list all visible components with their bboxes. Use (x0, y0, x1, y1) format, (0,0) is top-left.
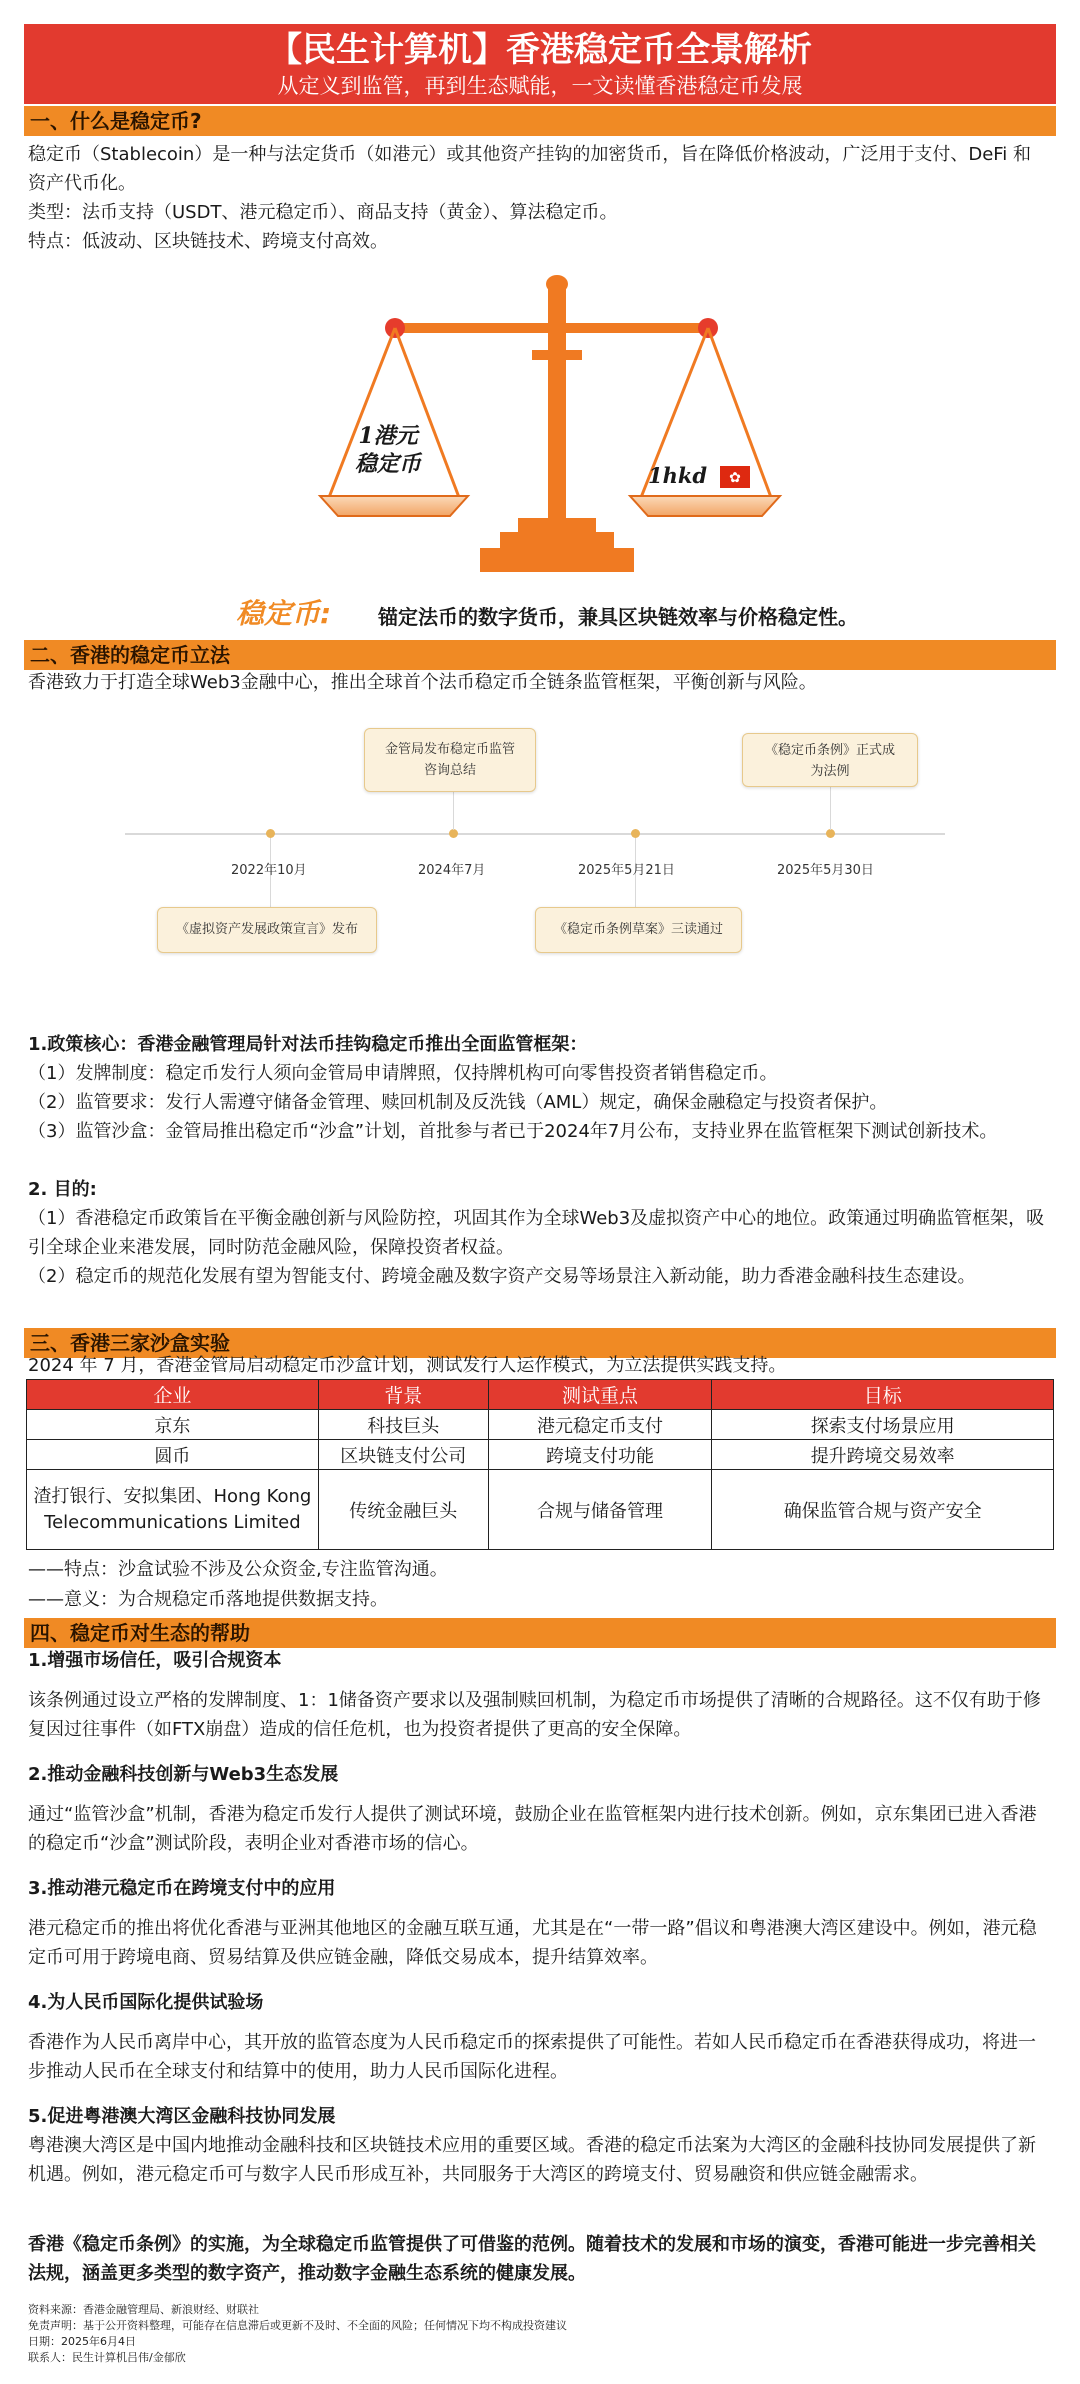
s3-intro: 2024 年 7 月，香港金管局启动稳定币沙盒计划，测试发行人运作模式，为立法提供实践支持。 (28, 1355, 787, 1376)
table-cell: 提升跨境交易效率 (712, 1440, 1054, 1470)
s1-features: 特点：低波动、区块链技术、跨境支付高效。 (28, 231, 388, 252)
table-header-cell: 目标 (712, 1380, 1054, 1410)
timeline-date: 2022年10月 (231, 863, 307, 878)
timeline-event: 金管局发布稳定币监管咨询总结 (364, 728, 536, 792)
ecosystem-item-text: 通过“监管沙盒”机制，香港为稳定币发行人提供了测试环境，鼓励企业在监管框架内进行技术创新。例如，京东集团已进入香港的稳定币“沙盒”测试阶段，表明企业对香港市场的信心。 (28, 1804, 1037, 1854)
scale-right-label: 1hkd (648, 463, 708, 488)
policy-core-title: 1.政策核心：香港金融管理局针对法币挂钩稳定币推出全面监管框架： (28, 1034, 588, 1055)
table-cell: 合规与储备管理 (488, 1470, 712, 1550)
sandbox-table (26, 1379, 1054, 1550)
policy-goal-title: 2. 目的: (28, 1179, 97, 1200)
s1-para: 稳定币（Stablecoin）是一种与法定货币（如港元）或其他资产挂钩的加密货币，旨在降低价格波动，广泛用于支付、DeFi 和资产代币化。 (28, 144, 1032, 194)
section-4-heading: 四、稳定币对生态的帮助 (24, 1618, 1056, 1648)
timeline-date: 2024年7月 (418, 863, 486, 878)
ecosystem-item-title: 3.推动港元稳定币在跨境支付中的应用 (28, 1878, 336, 1899)
table-cell: 确保监管合规与资产安全 (712, 1470, 1054, 1550)
ecosystem-item-text: 香港作为人民币离岸中心，其开放的监管态度为人民币稳定币的探索提供了可能性。若如人民币稳定币在香港获得成功，将进一步推动人民币在全球支付和结算中的使用，助力人民币国际化进程。 (28, 2032, 1036, 2082)
timeline-dot (449, 829, 458, 838)
sandbox-note: ——意义：为合规稳定币落地提供数据支持。 (28, 1589, 388, 1610)
footer-contact: 联系人：民生计算机吕伟/金郁欣 (28, 2351, 186, 2364)
timeline-dot (631, 829, 640, 838)
table-header-cell: 背景 (318, 1380, 488, 1410)
footer-disclaimer: 免责声明：基于公开资料整理，可能存在信息滞后或更新不及时、不全面的风险；任何情况下均不构成投资建议 (28, 2319, 567, 2332)
conclusion: 香港《稳定币条例》的实施，为全球稳定币监管提供了可借鉴的范例。随着技术的发展和市场的演变，香港可能进一步完善相关法规，涵盖更多类型的数字资产，推动数字金融生态系统的健康发展。 (28, 2234, 1036, 2284)
policy-goal-item: （1）香港稳定币政策旨在平衡金融创新与风险防控，巩固其作为全球Web3及虚拟资产中心的地位。政策通过明确监管框架，吸引全球企业来港发展，同时防范金融风险，保障投资者权益。 (28, 1208, 1045, 1258)
table-row (27, 1410, 1054, 1440)
policy-goal-item: （2）稳定币的规范化发展有望为智能支付、跨境金融及数字资产交易等场景注入新动能，助力香港金融科技生态建设。 (28, 1266, 976, 1287)
table-cell: 跨境支付功能 (488, 1440, 712, 1470)
ecosystem-item-text: 粤港澳大湾区是中国内地推动金融科技和区块链技术应用的重要区域。香港的稳定币法案为大湾区的金融科技协同发展提供了新机遇。例如，港元稳定币可与数字人民币形成互补，共同服务于大湾区的跨境支付、贸易融资和供应链金融需求。 (28, 2135, 1036, 2185)
ecosystem-item-title: 5.促进粤港澳大湾区金融科技协同发展 (28, 2106, 336, 2127)
timeline-date: 2025年5月30日 (777, 863, 874, 878)
table-cell: 探索支付场景应用 (712, 1410, 1054, 1440)
section-3-heading: 三、香港三家沙盒实验 (24, 1328, 1056, 1358)
table-cell: 科技巨头 (318, 1410, 488, 1440)
ecosystem-item-text: 该条例通过设立严格的发牌制度、1：1储备资产要求以及强制赎回机制，为稳定币市场提供了清晰的合规路径。这不仅有助于修复因过往事件（如FTX崩盘）造成的信任危机，也为投资者提供了更高的安全保障。 (28, 1690, 1041, 1740)
sandbox-note: ——特点：沙盒试验不涉及公众资金,专注监管沟通。 (28, 1559, 448, 1580)
table-cell: 传统金融巨头 (318, 1470, 488, 1550)
policy-core-item: （2）监管要求：发行人需遵守储备金管理、赎回机制及反洗钱（AML）规定，确保金融稳定与投资者保护。 (28, 1092, 888, 1113)
section-1-heading: 一、什么是稳定币? (24, 106, 1056, 136)
timeline-date: 2025年5月21日 (578, 863, 675, 878)
table-cell: 区块链支付公司 (318, 1440, 488, 1470)
page-subtitle: 从定义到监管，再到生态赋能，一文读懂香港稳定币发展 (277, 74, 803, 98)
table-row (27, 1440, 1054, 1470)
timeline-dot (826, 829, 835, 838)
ecosystem-item-text: 港元稳定币的推出将优化香港与亚洲其他地区的金融互联互通，尤其是在“一带一路”倡议和粤港澳大湾区建设中。例如，港元稳定币可用于跨境电商、贸易结算及供应链金融，降低交易成本，提升结算效率。 (28, 1918, 1037, 1968)
table-row (27, 1470, 1054, 1550)
svg-text:✿: ✿ (729, 470, 741, 486)
timeline-event: 《稳定币条例草案》三读通过 (535, 907, 742, 953)
table-header-cell: 测试重点 (488, 1380, 712, 1410)
footer-source: 资料来源：香港金融管理局、新浪财经、财联社 (28, 2303, 259, 2316)
table-header-row (27, 1380, 1054, 1410)
ecosystem-item-title: 1.增强市场信任，吸引合规资本 (28, 1650, 282, 1671)
footer-date: 日期：2025年6月4日 (28, 2335, 136, 2348)
policy-core-item: （1）发牌制度：稳定币发行人须向金管局申请牌照，仅持牌机构可向零售投资者销售稳定币。 (28, 1063, 778, 1084)
table-cell: 京东 (27, 1410, 319, 1440)
ecosystem-item-title: 2.推动金融科技创新与Web3生态发展 (28, 1764, 339, 1785)
table-cell: 港元稳定币支付 (488, 1410, 712, 1440)
timeline-event: 《虚拟资产发展政策宣言》发布 (157, 907, 377, 953)
policy-core-item: （3）监管沙盒：金管局推出稳定币“沙盒”计划，首批参与者已于2024年7月公布，支持业界在监管框架下测试创新技术。 (28, 1121, 998, 1142)
scale-left-label: 1港元 稳定币 (355, 423, 422, 477)
ecosystem-item-title: 4.为人民币国际化提供试验场 (28, 1992, 264, 2013)
timeline-event: 《稳定币条例》正式成为法例 (742, 733, 918, 787)
s2-intro: 香港致力于打造全球Web3金融中心，推出全球首个法币稳定币全链条监管框架，平衡创新与风险。 (28, 672, 817, 693)
table-header-cell: 企业 (27, 1380, 319, 1410)
page-title: 【民生计算机】香港稳定币全景解析 (268, 30, 812, 70)
timeline-line (125, 833, 945, 835)
timeline-dot (266, 829, 275, 838)
table-cell: 渣打银行、安拟集团、Hong Kong Telecommunications Limited (27, 1470, 319, 1550)
stablecoin-caption-label: 稳定币: (236, 597, 332, 630)
section-2-heading: 二、香港的稳定币立法 (24, 640, 1056, 670)
s1-types: 类型：法币支持（USDT、港元稳定币）、商品支持（黄金）、算法稳定币。 (28, 202, 618, 223)
title-banner (24, 24, 1056, 104)
table-cell: 圆币 (27, 1440, 319, 1470)
stablecoin-caption-text: 锚定法币的数字货币，兼具区块链效率与价格稳定性。 (378, 605, 858, 629)
